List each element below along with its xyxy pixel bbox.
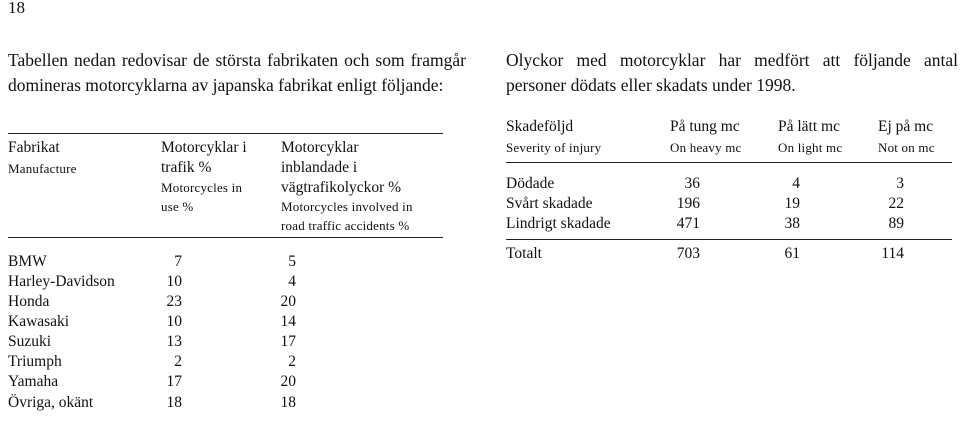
row-accidents: 20	[280, 293, 296, 310]
header-accidents-sv-2: inblandade i	[281, 159, 358, 176]
injury-total-not-mc: 114	[881, 245, 904, 262]
injury-row-light: 38	[784, 215, 800, 232]
row-in-use: 2	[174, 353, 182, 370]
injury-row-not-mc: 22	[888, 195, 904, 212]
header-severity-sv: Skadeföljd	[506, 118, 574, 135]
row-in-use: 23	[166, 293, 182, 310]
row-make: Yamaha	[8, 373, 59, 390]
injury-row-not-mc: 3	[896, 175, 904, 192]
header-in-use-en-1: Motorcycles in	[161, 180, 243, 195]
header-manufacture-en: Manufacture	[8, 161, 77, 176]
header-in-use-sv-2: trafik %	[161, 159, 212, 176]
injury-total-rule	[506, 239, 952, 240]
table-header-rule	[8, 237, 443, 238]
row-in-use: 18	[166, 394, 182, 411]
header-accidents-en-1: Motorcycles involved in	[281, 199, 413, 214]
row-accidents: 17	[280, 333, 296, 350]
row-in-use: 17	[166, 373, 182, 390]
injury-row-label: Dödade	[506, 175, 555, 192]
row-in-use: 10	[166, 313, 182, 330]
row-make: Kawasaki	[8, 313, 70, 330]
right-intro-paragraph: Olyckor med motorcyklar har medfört att följande antal personer dödats eller skadats under 1998.	[506, 50, 958, 95]
row-accidents: 5	[288, 253, 296, 270]
row-make: Suzuki	[8, 333, 52, 350]
row-make: Övriga, okänt	[8, 394, 94, 411]
header-accidents-sv-1: Motorcyklar	[281, 139, 359, 156]
row-in-use: 7	[174, 253, 182, 270]
injury-row-label: Svårt skadade	[506, 195, 593, 212]
row-accidents: 4	[288, 273, 296, 290]
page-number: 18	[8, 0, 25, 17]
injury-total-heavy: 703	[676, 245, 700, 262]
header-in-use-sv-1: Motorcyklar i	[161, 139, 247, 156]
row-accidents: 14	[280, 313, 296, 330]
row-accidents: 20	[280, 373, 296, 390]
header-light-sv: På lätt mc	[778, 118, 840, 135]
header-accidents-sv-3: vägtrafikolyckor %	[281, 179, 402, 196]
injury-row-label: Lindrigt skadade	[506, 215, 611, 232]
injury-row-heavy: 196	[676, 195, 700, 212]
header-in-use-en-2: use %	[161, 199, 194, 214]
row-make: BMW	[8, 253, 47, 270]
injury-total-label: Totalt	[506, 245, 542, 262]
injury-row-light: 4	[792, 175, 800, 192]
injury-row-not-mc: 89	[888, 215, 904, 232]
header-severity-en: Severity of injury	[506, 140, 602, 155]
row-accidents: 2	[288, 353, 296, 370]
injury-header-rule	[506, 162, 952, 163]
header-light-en: On light mc	[778, 140, 843, 155]
header-accidents-en-2: road traffic accidents %	[281, 218, 410, 233]
injury-row-light: 19	[784, 195, 800, 212]
header-heavy-sv: På tung mc	[670, 118, 740, 135]
header-not-mc-sv: Ej på mc	[878, 118, 934, 135]
header-heavy-en: On heavy mc	[670, 140, 742, 155]
injury-total-light: 61	[784, 245, 800, 262]
row-make: Harley-Davidson	[8, 273, 115, 290]
injury-row-heavy: 36	[684, 175, 700, 192]
row-in-use: 13	[166, 333, 182, 350]
table-top-rule	[8, 133, 443, 134]
left-intro-paragraph: Tabellen nedan redovisar de största fabrikaten och som framgår domineras motorcyklarna av japanska fabrikat enligt följande:	[8, 50, 466, 95]
row-in-use: 10	[166, 273, 182, 290]
header-not-mc-en: Not on mc	[878, 140, 935, 155]
row-make: Triumph	[8, 353, 62, 370]
injury-row-heavy: 471	[676, 215, 700, 232]
row-make: Honda	[8, 293, 50, 310]
row-accidents: 18	[280, 394, 296, 411]
header-manufacture-sv: Fabrikat	[8, 139, 60, 156]
